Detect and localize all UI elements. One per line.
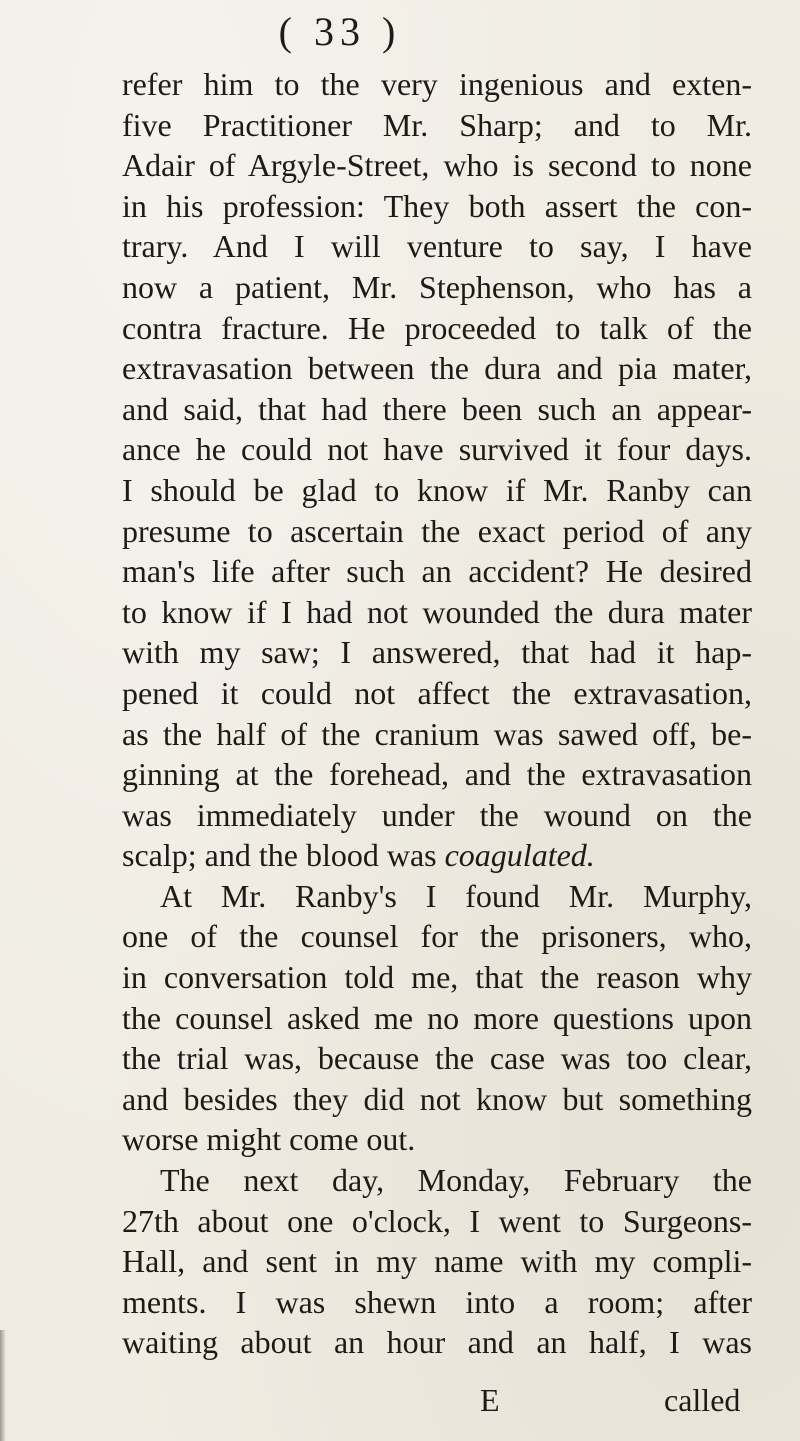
text-line — [122, 592, 752, 633]
text-line — [122, 105, 752, 146]
text-line — [122, 145, 752, 186]
text-line-content: the counsel asked me no more questions upon — [122, 999, 752, 1036]
text-line-content: At Mr. Ranby's I found Mr. Murphy, — [160, 877, 752, 914]
text-line — [122, 226, 752, 267]
text-line-content: ginning at the forehead, and the extravasation — [122, 756, 752, 793]
text-line — [122, 551, 752, 592]
text-line-content: man's life after such an accident? He desired — [122, 553, 752, 590]
text-line — [122, 1119, 752, 1160]
page-number: ( 33 ) — [278, 9, 402, 54]
text-line-content: one of the counsel for the prisoners, who, — [122, 918, 752, 955]
text-line — [122, 1322, 752, 1363]
text-line-content: The next day, Monday, February the — [160, 1162, 752, 1199]
text-line — [122, 348, 752, 389]
text-line-content: and said, that had there been such an appear- — [122, 390, 752, 427]
text-line-content: now a patient, Mr. Stephenson, who has a — [122, 268, 752, 305]
text-line — [122, 1241, 752, 1282]
text-line-content: trary. And I will venture to say, I have — [122, 228, 752, 265]
text-line-content: to know if I had not wounded the dura mater — [122, 593, 752, 630]
text-line — [122, 673, 752, 714]
text-line-content: as the half of the cranium was sawed off, be- — [122, 715, 752, 752]
text-line — [122, 511, 752, 552]
text-line — [122, 998, 752, 1039]
catchword: called — [664, 1382, 741, 1418]
text-line — [122, 1038, 752, 1079]
text-line — [122, 795, 752, 836]
text-line-content: and besides they did not know but something — [122, 1080, 752, 1117]
text-line-content: extravasation between the dura and pia mater, — [122, 350, 752, 387]
text-line-content: refer him to the very ingenious and exten- — [122, 66, 752, 102]
text-line-content: waiting about an hour and an half, I was — [122, 1324, 752, 1361]
text-line — [122, 632, 752, 673]
text-line-content: the trial was, because the case was too clear, — [122, 1040, 752, 1077]
text-line-content: ance he could not have survived it four days. — [122, 431, 752, 468]
text-line — [122, 1282, 752, 1323]
text-line-content: Adair of Argyle-Street, who is second to none — [122, 147, 752, 184]
text-line — [122, 389, 752, 430]
page-footer — [0, 1380, 800, 1420]
text-line — [122, 470, 752, 511]
text-line-content: contra fracture. He proceeded to talk of the — [122, 309, 752, 346]
text-line-content: scalp; and the blood was — [122, 837, 437, 874]
text-line-content: worse might come out. — [122, 1121, 416, 1158]
text-line — [122, 876, 752, 917]
text-line — [122, 64, 752, 105]
text-line-content: pened it could not affect the extravasation, — [122, 674, 752, 711]
text-line-content: I should be glad to know if Mr. Ranby can — [122, 471, 752, 508]
text-line-content: in his profession: They both assert the con- — [122, 187, 752, 224]
italic-word: coagulated. — [444, 837, 595, 874]
text-line — [122, 916, 752, 957]
text-line — [122, 1201, 752, 1242]
text-line-content: presume to ascertain the exact period of any — [122, 512, 752, 549]
text-line — [122, 754, 752, 795]
text-line-content: five Practitioner Mr. Sharp; and to Mr. — [122, 106, 752, 143]
text-line — [122, 714, 752, 755]
text-line — [122, 267, 752, 308]
text-line — [122, 1079, 752, 1120]
text-line — [122, 429, 752, 470]
text-line-content: with my saw; I answered, that had it hap- — [122, 634, 752, 671]
text-line-content: 27th about one o'clock, I went to Surgeons- — [122, 1202, 752, 1239]
text-line — [122, 186, 752, 227]
body-text — [122, 64, 752, 1363]
text-line-content: ments. I was shewn into a room; after — [122, 1283, 752, 1320]
text-line — [122, 1160, 752, 1201]
text-line — [122, 308, 752, 349]
page-edge-shadow — [0, 1330, 6, 1441]
text-line — [122, 835, 752, 876]
text-line-content: Hall, and sent in my name with my compli- — [122, 1243, 752, 1280]
text-line-content: was immediately under the wound on the — [122, 796, 752, 833]
text-line-content: in conversation told me, that the reason why — [122, 959, 752, 996]
signature-mark: E — [480, 1382, 500, 1418]
text-line — [122, 957, 752, 998]
